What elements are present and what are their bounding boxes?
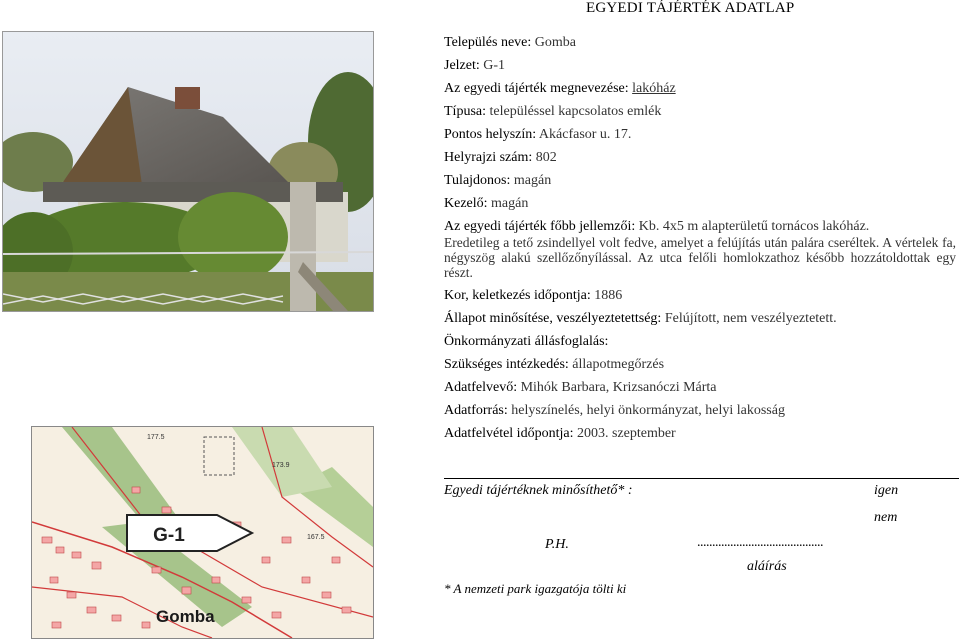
location-map-illustration — [32, 427, 373, 638]
map-place-label: Gomba — [156, 607, 215, 626]
field-jelzet: Jelzet: G-1 — [444, 58, 506, 73]
field-hrsz: Helyrajzi szám: 802 — [444, 150, 557, 165]
page-title: EGYEDI TÁJÉRTÉK ADATLAP — [586, 0, 795, 16]
footnote: * A nemzeti park igazgatója tölti ki — [444, 581, 627, 596]
option-yes: igen — [874, 483, 899, 498]
elevation-label-1: 177.5 — [147, 434, 165, 441]
field-adatfelvetel: Adatfelvétel időpontja: 2003. szeptember — [444, 426, 676, 441]
qualification-question: Egyedi tájértéknek minősíthető* : — [444, 483, 633, 498]
signature-line: .......................................... — [697, 535, 823, 550]
data-fields — [444, 31, 956, 445]
field-helyszin: Pontos helyszín: Akácfasor u. 17. — [444, 127, 632, 142]
signature-label: aláírás — [747, 559, 787, 574]
elevation-label-2: 173.9 — [272, 462, 290, 469]
location-marker-label: G-1 — [153, 525, 185, 546]
elevation-label-3: 167.5 — [307, 534, 325, 541]
field-kezelo: Kezelő: magán — [444, 196, 529, 211]
field-adatforras: Adatforrás: helyszínelés, helyi önkormányzat, helyi lakosság — [444, 403, 785, 418]
location-map — [31, 426, 374, 639]
field-kor: Kor, keletkezés időpontja: 1886 — [444, 288, 623, 303]
field-telepules: Település neve: Gomba — [444, 35, 576, 50]
option-no: nem — [874, 510, 898, 525]
field-adatfelvevo: Adatfelvevő: Mihók Barbara, Krizsanóczi Márta — [444, 380, 717, 395]
stamp-placeholder: P.H. — [545, 537, 569, 552]
field-tulajdonos: Tulajdonos: magán — [444, 173, 552, 188]
field-megnevezes: Az egyedi tájérték megnevezése: lakóház — [444, 81, 676, 96]
field-allapot: Állapot minősítése, veszélyeztetettség: Felújított, nem veszélyeztetett. — [444, 311, 837, 326]
field-jellemzok-description: Eredetileg a tető zsindellyel volt fedve, amelyet a felújítás után palára cseréltek. A vértelek fa, négyszög alakú szellőzőnyílással. Az utca felőli homlokzathoz később hozzátoldottak egy részt. — [444, 235, 956, 280]
house-photo-illustration — [3, 32, 373, 311]
form-divider — [444, 478, 959, 479]
field-onkormanyzati: Önkormányzati állásfoglalás: — [444, 334, 609, 349]
field-szukseges: Szükséges intézkedés: állapotmegőrzés — [444, 357, 665, 372]
house-photo — [2, 31, 374, 312]
field-jellemzok: Az egyedi tájérték főbb jellemzői: Kb. 4x5 m alapterületű tornácos lakóház. — [444, 219, 870, 234]
field-tipus: Típusa: településsel kapcsolatos emlék — [444, 104, 662, 119]
